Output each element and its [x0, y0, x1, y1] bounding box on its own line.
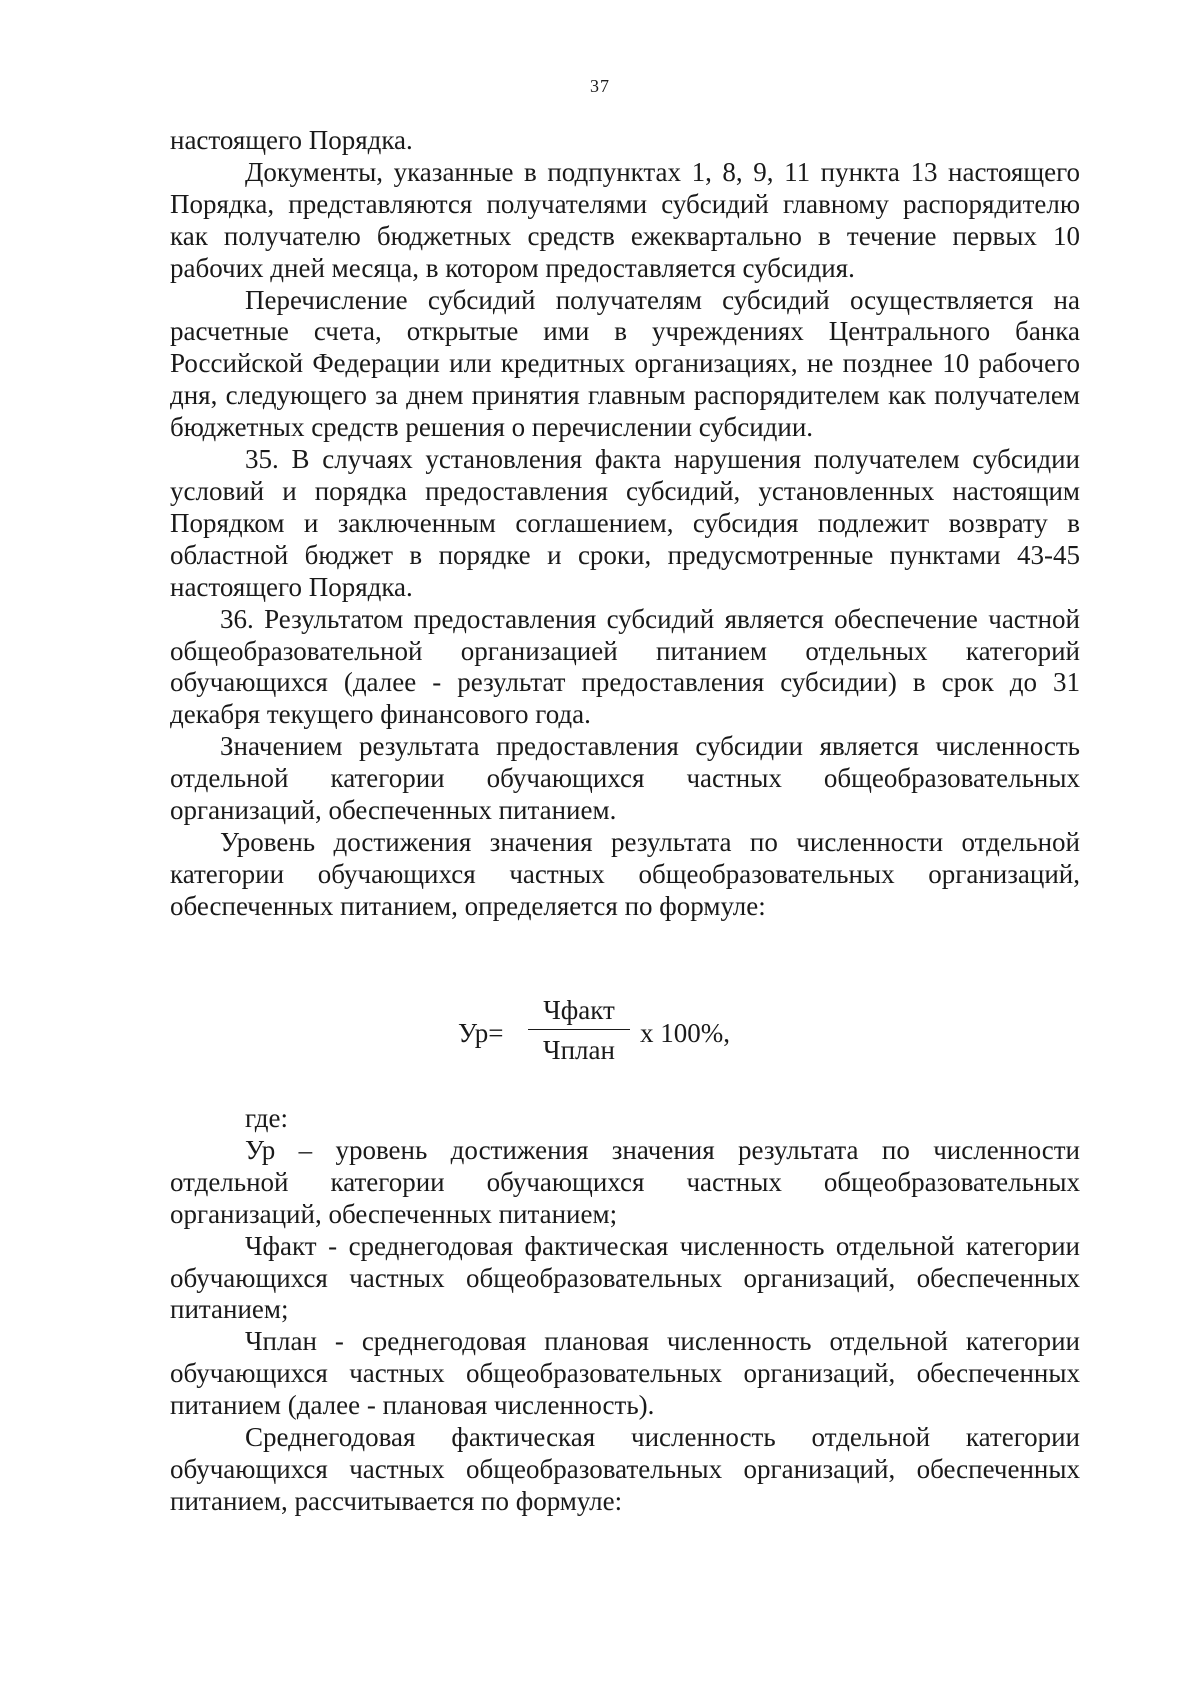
paragraph-continuation: настоящего Порядка.	[170, 125, 413, 155]
paragraph-item-35: 35. В случаях установления факта нарушения получателем субсидии условий и порядка предоставления субсидий, установленных настоящим Порядком и заключенным соглашением, субсидия подлежит возврату в областной бюджет в порядке и сроки, предусмотренные пунктами 43-45 настоящего Порядка.	[170, 444, 1080, 602]
formula-fraction	[528, 994, 630, 1066]
formula-achievement-level	[0, 994, 1200, 1074]
formula-numerator: Чфакт	[543, 995, 615, 1025]
paragraph-where: где:	[245, 1103, 288, 1133]
formula-fraction-bar	[528, 1029, 630, 1030]
paragraph-average-annual: Среднегодовая фактическая численность отдельной категории обучающихся частных общеобразовательных организаций, обеспеченных питанием, рассчитывается по формуле:	[170, 1422, 1080, 1516]
paragraph-result-value: Значением результата предоставления субсидии является численность отдельной категории обучающихся частных общеобразовательных организаций, обеспеченных питанием.	[170, 731, 1080, 826]
page-number: 37	[590, 76, 610, 96]
paragraph-transfer: Перечисление субсидий получателям субсидий осуществляется на расчетные счета, открытые ими в учреждениях Центрального банка Российской Федерации или кредитных организациях, не позднее 10 рабочего дня, следующего за днем принятия главным распорядителем как получателем бюджетных средств решения о перечислении субсидии.	[170, 284, 1080, 443]
paragraph-def-chfakt: Чфакт - среднегодовая фактическая численность отдельной категории обучающихся частных общеобразовательных организаций, обеспеченных питанием;	[170, 1230, 1080, 1325]
paragraph-def-ur: Ур – уровень достижения значения результата по численности отдельной категории обучающихся частных общеобразовательных организаций, обеспеченных питанием;	[170, 1134, 1080, 1229]
paragraph-item-36: 36. Результатом предоставления субсидий является обеспечение частной общеобразовательной организацией питанием отдельных категорий обучающихся (далее - результат предоставления субсидии) в срок до 31 декабря текущего финансового года.	[170, 603, 1080, 730]
formula-rhs: х 100%,	[640, 1018, 730, 1048]
paragraph-documents: Документы, указанные в подпунктах 1, 8, 9, 11 пункта 13 настоящего Порядка, представляются получателями субсидий главному распорядителю как получателю бюджетных средств ежеквартально в течение первых 10 рабочих дней месяца, в котором предоставляется субсидия.	[170, 156, 1080, 283]
formula-denominator: Чплан	[543, 1035, 615, 1065]
paragraph-achievement-level: Уровень достижения значения результата по численности отдельной категории обучающихся частных общеобразовательных организаций, обеспеченных питанием, определяется по формуле:	[170, 826, 1080, 921]
formula-lhs: Ур=	[458, 1018, 504, 1048]
bottom-text-block	[170, 1103, 1080, 1518]
paragraph-def-chplan: Чплан - среднегодовая плановая численность отдельной категории обучающихся частных общеобразовательных организаций, обеспеченных питанием (далее - плановая численность).	[170, 1326, 1080, 1421]
top-text-block	[170, 125, 1080, 923]
